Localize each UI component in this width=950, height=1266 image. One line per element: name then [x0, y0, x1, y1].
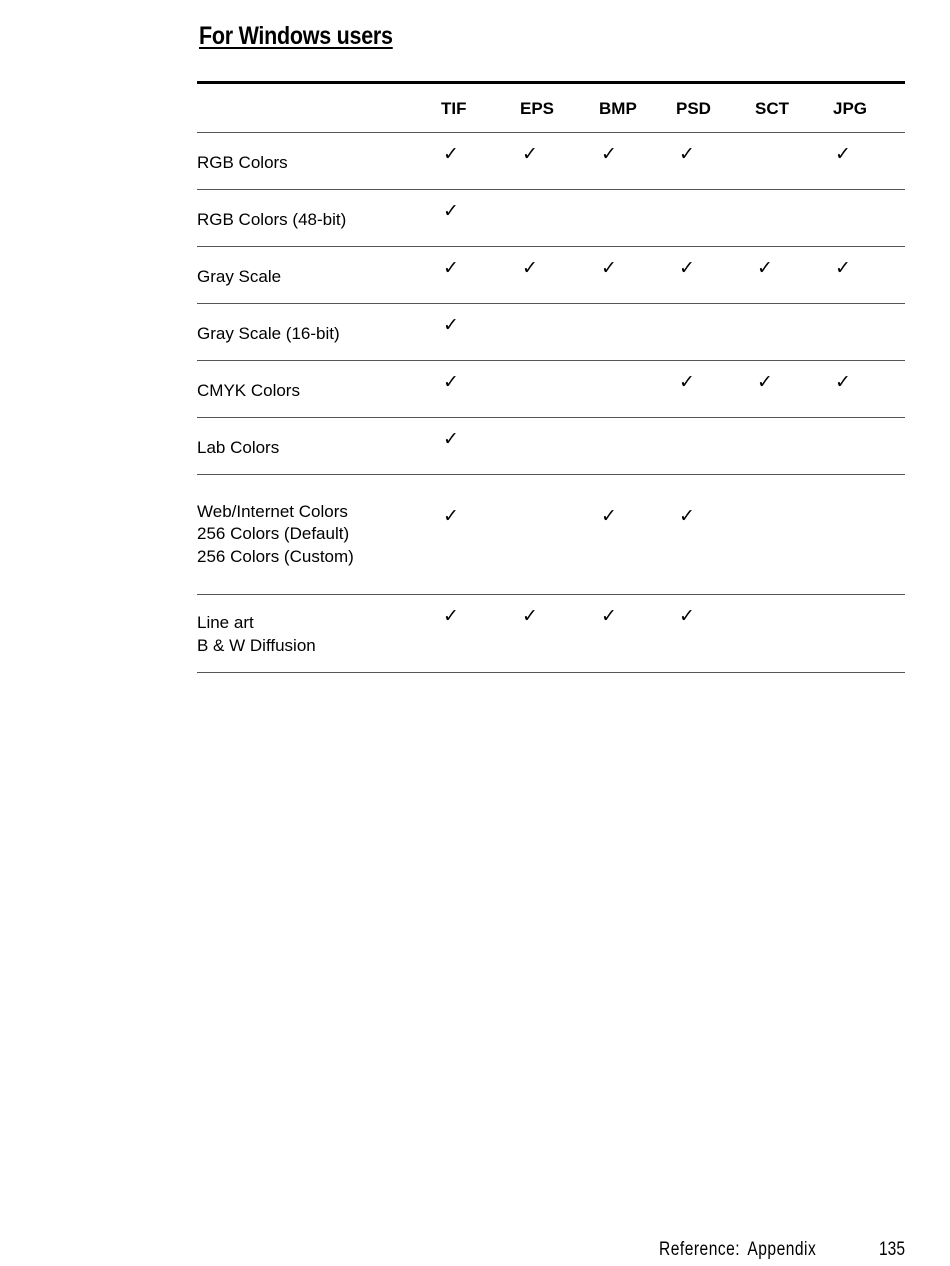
support-cell	[498, 247, 577, 304]
support-cell	[498, 133, 577, 190]
support-cell	[498, 361, 577, 418]
support-cell	[577, 247, 655, 304]
row-label-line: Line art	[197, 613, 254, 632]
checkmark-icon: ✓	[835, 143, 851, 165]
support-cell	[419, 247, 498, 304]
support-cell	[733, 133, 811, 190]
header-empty-cell	[197, 83, 419, 133]
page-title: For Windows users	[199, 22, 393, 50]
table-row	[197, 418, 905, 475]
row-label	[197, 247, 419, 304]
checkmark-icon: ✓	[443, 314, 459, 336]
checkmark-icon: ✓	[679, 257, 695, 279]
checkmark-icon: ✓	[601, 605, 617, 627]
support-cell	[498, 190, 577, 247]
table-header-row	[197, 83, 905, 133]
table-body	[197, 133, 905, 673]
checkmark-icon: ✓	[601, 143, 617, 165]
support-cell	[419, 133, 498, 190]
support-cell	[498, 304, 577, 361]
checkmark-icon: ✓	[835, 371, 851, 393]
row-label-line: B & W Diffusion	[197, 635, 316, 655]
checkmark-icon: ✓	[679, 505, 695, 527]
support-cell	[811, 475, 905, 595]
checkmark-icon: ✓	[443, 428, 459, 450]
file-format-table	[197, 81, 905, 673]
checkmark-icon: ✓	[835, 257, 851, 279]
row-label	[197, 595, 419, 673]
checkmark-icon: ✓	[679, 605, 695, 627]
table-row	[197, 190, 905, 247]
footer-section-label: Reference: Appendix	[659, 1239, 817, 1260]
support-cell	[733, 475, 811, 595]
support-cell	[577, 361, 655, 418]
support-cell	[655, 361, 733, 418]
support-cell	[655, 247, 733, 304]
row-label-line: Gray Scale (16-bit)	[197, 323, 340, 343]
support-cell	[419, 190, 498, 247]
checkmark-icon: ✓	[443, 257, 459, 279]
support-cell	[733, 247, 811, 304]
row-label-line: 256 Colors (Custom)	[197, 546, 354, 566]
row-label-line: RGB Colors	[197, 152, 288, 172]
column-header: PSD	[655, 83, 733, 133]
support-cell	[733, 595, 811, 673]
support-cell	[419, 361, 498, 418]
checkmark-icon: ✓	[601, 257, 617, 279]
checkmark-icon: ✓	[522, 605, 538, 627]
checkmark-icon: ✓	[443, 605, 459, 627]
row-label-line: Lab Colors	[197, 437, 280, 457]
support-cell	[498, 475, 577, 595]
column-header: BMP	[577, 83, 655, 133]
support-cell	[419, 304, 498, 361]
table-row	[197, 304, 905, 361]
support-cell	[733, 190, 811, 247]
table-row	[197, 133, 905, 190]
support-cell	[655, 418, 733, 475]
support-cell	[577, 190, 655, 247]
row-label	[197, 190, 419, 247]
checkmark-icon: ✓	[757, 257, 773, 279]
row-label-line: Web/Internet Colors	[197, 501, 348, 521]
support-cell	[577, 475, 655, 595]
table-row	[197, 595, 905, 673]
column-header: EPS	[498, 83, 577, 133]
support-cell	[577, 595, 655, 673]
table-row	[197, 475, 905, 595]
row-label	[197, 475, 419, 595]
page-number: 135	[879, 1239, 905, 1260]
support-cell	[419, 475, 498, 595]
support-cell	[498, 595, 577, 673]
support-cell	[498, 418, 577, 475]
support-cell	[655, 595, 733, 673]
row-label-line: Gray Scale	[197, 266, 282, 286]
support-cell	[811, 133, 905, 190]
checkmark-icon: ✓	[443, 505, 459, 527]
row-label-line: CMYK Colors	[197, 380, 300, 400]
checkmark-icon: ✓	[679, 371, 695, 393]
row-label	[197, 304, 419, 361]
support-cell	[811, 247, 905, 304]
checkmark-icon: ✓	[757, 371, 773, 393]
checkmark-icon: ✓	[601, 505, 617, 527]
support-cell	[811, 304, 905, 361]
row-label	[197, 418, 419, 475]
checkmark-icon: ✓	[679, 143, 695, 165]
support-cell	[655, 133, 733, 190]
support-cell	[419, 418, 498, 475]
support-cell	[811, 418, 905, 475]
column-header: SCT	[733, 83, 811, 133]
column-header: JPG	[811, 83, 905, 133]
checkmark-icon: ✓	[443, 371, 459, 393]
column-header: TIF	[419, 83, 498, 133]
row-label	[197, 361, 419, 418]
table-row	[197, 247, 905, 304]
support-cell	[655, 190, 733, 247]
row-label-line: RGB Colors (48-bit)	[197, 209, 347, 229]
support-cell	[811, 190, 905, 247]
table-row	[197, 361, 905, 418]
checkmark-icon: ✓	[443, 200, 459, 222]
row-label-line: 256 Colors (Default)	[197, 524, 350, 544]
support-cell	[811, 361, 905, 418]
checkmark-icon: ✓	[522, 257, 538, 279]
support-cell	[811, 595, 905, 673]
support-cell	[419, 595, 498, 673]
support-cell	[733, 304, 811, 361]
support-cell	[655, 475, 733, 595]
checkmark-icon: ✓	[522, 143, 538, 165]
support-cell	[577, 418, 655, 475]
support-cell	[733, 361, 811, 418]
support-cell	[577, 133, 655, 190]
support-cell	[733, 418, 811, 475]
support-cell	[577, 304, 655, 361]
checkmark-icon: ✓	[443, 143, 459, 165]
row-label	[197, 133, 419, 190]
support-cell	[655, 304, 733, 361]
